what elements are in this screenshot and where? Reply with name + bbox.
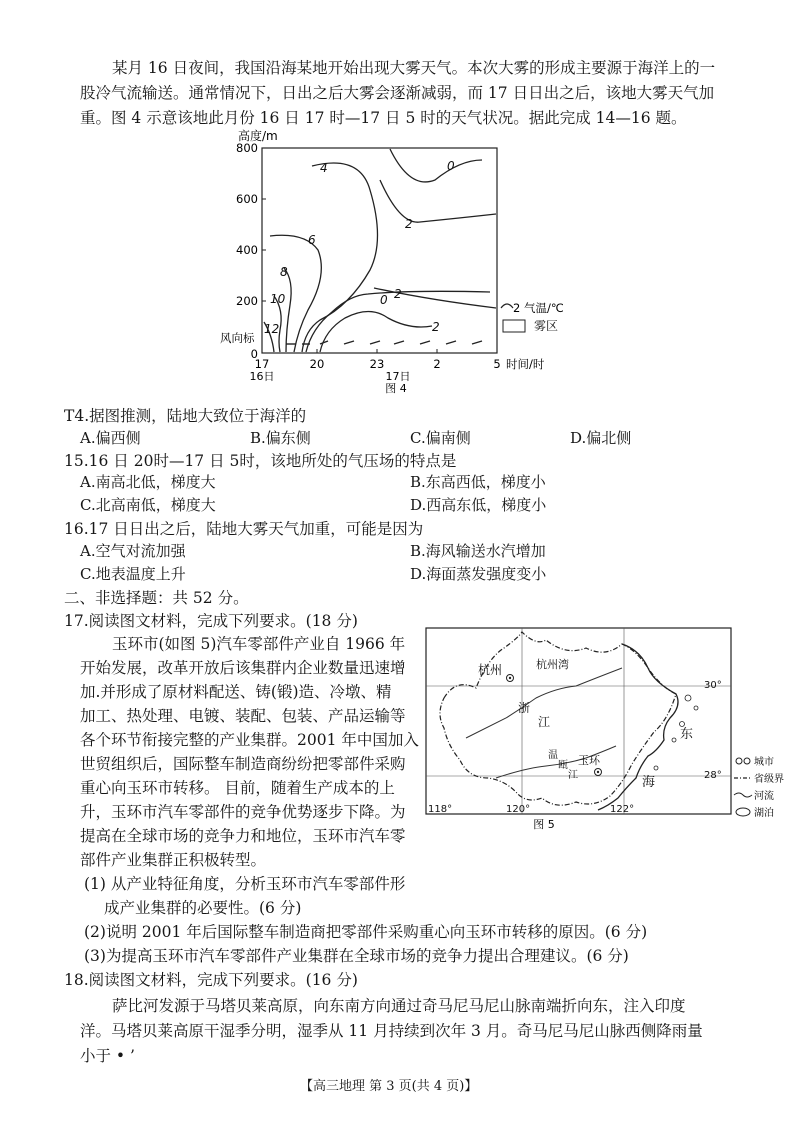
q17-sub3: (3)为提高玉环市汽车零部件产业集群在全球市场的竞争力提出合理建议。(6 分) bbox=[84, 947, 629, 965]
fig4-ytick-200: 200 bbox=[236, 294, 258, 308]
q17-sub2: (2)说明 2001 年后国际整车制造商把零部件采购重心向玉环市转移的原因。(6 分) bbox=[84, 923, 648, 941]
q14-stem: T4.据图推测，陆地大致位于海洋的 bbox=[64, 407, 307, 425]
contour-label-2-lower: 2 bbox=[432, 320, 440, 334]
contour-label-0-top: 0 bbox=[447, 159, 455, 173]
legend-province-boundary: 省级界 bbox=[754, 774, 784, 785]
q14-option-b[interactable]: B.偏东侧 bbox=[250, 429, 311, 447]
label-hai: 海 bbox=[642, 775, 656, 790]
q17-sub1-line2: 成产业集群的必要性。(6 分) bbox=[104, 899, 302, 917]
q16-option-b[interactable]: B.海风输送水汽增加 bbox=[410, 542, 546, 560]
fig4-ytick-800: 800 bbox=[236, 141, 258, 155]
contour-label-4: 4 bbox=[320, 161, 328, 175]
label-yuhuan: 玉环 bbox=[578, 754, 600, 767]
city-yuhuan-marker bbox=[595, 769, 602, 776]
contour-label-12: 12 bbox=[264, 322, 280, 336]
label-ou: 瓯 bbox=[558, 760, 568, 771]
q15-option-b[interactable]: B.东高西低，梯度小 bbox=[410, 473, 546, 491]
label-hangzhou-bay: 杭州湾 bbox=[536, 658, 569, 671]
map-frame bbox=[426, 628, 731, 814]
contour-label-2-inner: 2 bbox=[394, 287, 402, 301]
intro-line-3: 重。图 4 示意该地此月份 16 日 17 时—17 日 5 时的天气状况。据此完成 14—16 题。 bbox=[80, 109, 687, 127]
q15-stem: 15.16 日 20时—17 日 5时，该地所处的气压场的特点是 bbox=[64, 452, 457, 470]
fig4-ytick-600: 600 bbox=[236, 192, 258, 206]
label-wen: 温 bbox=[548, 750, 558, 761]
q17-para-8: 升，玉环市汽车零部件的竞争优势逐步下降。为 bbox=[80, 803, 406, 821]
figure-5-map bbox=[426, 628, 736, 831]
q17-stem: 17.阅读图文材料，完成下列要求。(18 分) bbox=[64, 612, 358, 630]
lon-120: 120° bbox=[506, 804, 531, 815]
q15-option-d[interactable]: D.西高东低，梯度小 bbox=[410, 496, 547, 514]
fig4-xtick-20: 20 bbox=[309, 357, 325, 371]
q16-option-c[interactable]: C.地表温度上升 bbox=[80, 565, 186, 583]
fig4-xtick-2: 2 bbox=[433, 357, 441, 371]
intro-line-2: 股冷气流输送。通常情况下，日出之后大雾会逐渐减弱，而 17 日日出之后，该地大雾天气加 bbox=[80, 84, 715, 102]
fig5-legend bbox=[734, 754, 794, 824]
fig4-plot-frame bbox=[262, 148, 497, 353]
fig4-ytick-0: 0 bbox=[250, 347, 258, 361]
fig4-caption: 图 4 bbox=[385, 382, 407, 395]
q18-stem: 18.阅读图文材料，完成下列要求。(16 分) bbox=[64, 971, 358, 989]
fig4-wind-label: 风向标 bbox=[220, 331, 255, 345]
legend-lake: 湖泊 bbox=[754, 808, 774, 819]
wind-barbs bbox=[286, 341, 482, 344]
legend-city: 城市 bbox=[754, 757, 774, 768]
fig4-xtick-23: 23 bbox=[369, 357, 385, 371]
q18-para-1: 萨比河发源于马塔贝莱高原，向东南方向通过奇马尼马尼山脉南端折向东，注入印度 bbox=[112, 997, 686, 1015]
q17-para-2: 开始发展，改革开放后该集群内企业数量迅速增 bbox=[80, 659, 406, 677]
fig4-day17-label: 17日 bbox=[385, 370, 411, 383]
legend-river: 河流 bbox=[754, 791, 774, 802]
q16-option-a[interactable]: A.空气对流加强 bbox=[80, 542, 186, 560]
fig4-xtick-17: 17 bbox=[254, 357, 270, 371]
contour-label-0-inner: 0 bbox=[380, 293, 388, 307]
q17-para-7: 重心向玉环市转移。 目前，随着生产成本的上 bbox=[80, 779, 395, 797]
contour-2-top bbox=[380, 180, 496, 222]
contour-label-8: 8 bbox=[280, 265, 288, 279]
lon-118: 118° bbox=[428, 804, 453, 815]
contour-label-2-top: 2 bbox=[405, 217, 413, 231]
q14-option-c[interactable]: C.偏南侧 bbox=[410, 429, 471, 447]
q17-para-4: 加工、热处理、电镀、装配、包装、产品运输等 bbox=[80, 707, 406, 725]
q17-sub1-line1: (1) 从产业特征角度，分析玉环市汽车零部件形 bbox=[84, 875, 406, 893]
contour-4 bbox=[302, 163, 378, 352]
fig5-caption: 图 5 bbox=[533, 818, 555, 831]
contour-2-inner bbox=[320, 312, 432, 353]
q17-para-9: 提高在全球市场的竞争力和地位，玉环市汽车零 bbox=[80, 827, 406, 845]
lon-122: 122° bbox=[610, 804, 635, 815]
fig4-xtick-5: 5 bbox=[493, 357, 501, 371]
contour-label-6: 6 bbox=[308, 233, 316, 247]
legend-fog-swatch bbox=[503, 320, 525, 332]
q14-option-d[interactable]: D.偏北侧 bbox=[570, 429, 632, 447]
q17-para-3: 加.并形成了原材料配送、铸(锻)造、冷墩、精 bbox=[80, 683, 392, 701]
city-hangzhou-marker bbox=[507, 675, 514, 682]
intro-line-1: 某月 16 日夜间，我国沿海某地开始出现大雾天气。本次大雾的形成主要源于海洋上的一 bbox=[112, 59, 716, 77]
legend-fog-text: 雾区 bbox=[534, 319, 559, 333]
label-jiang-2: 江 bbox=[568, 770, 578, 781]
fig4-y-axis-title: 高度/m bbox=[238, 129, 278, 143]
contour-8 bbox=[284, 268, 291, 352]
q15-option-a[interactable]: A.南高北低，梯度大 bbox=[80, 473, 216, 491]
lat-30: 30° bbox=[704, 680, 722, 691]
q17-para-6: 世贸组织后，国际整车制造商纷纷把零部件采购 bbox=[80, 755, 406, 773]
page-footer: 【高三地理 第 3 页(共 4 页)】 bbox=[300, 1079, 478, 1094]
section-2-heading: 二、非选择题：共 52 分。 bbox=[64, 589, 249, 607]
q17-para-1: 玉环市(如图 5)汽车零部件产业自 1966 年 bbox=[112, 635, 406, 653]
label-jiang-1: 江 bbox=[538, 715, 551, 729]
label-dong: 东 bbox=[680, 727, 694, 742]
q18-para-3: 小于 • ’ bbox=[80, 1047, 135, 1065]
lat-28: 28° bbox=[704, 770, 722, 781]
q16-option-d[interactable]: D.海面蒸发强度变小 bbox=[410, 565, 547, 583]
label-zhe: 浙 bbox=[518, 701, 531, 715]
q18-para-2: 洋。马塔贝莱高原干湿季分明，湿季从 11 月持续到次年 3 月。奇马尼马尼山脉西侧降雨量 bbox=[80, 1022, 703, 1040]
q17-para-10: 部件产业集群正积极转型。 bbox=[80, 851, 267, 869]
fig4-x-axis-title: 时间/时 bbox=[506, 357, 545, 371]
q16-stem: 16.17 日日出之后，陆地大雾天气加重，可能是因为 bbox=[64, 520, 424, 538]
fig4-ytick-400: 400 bbox=[236, 243, 258, 257]
q14-option-a[interactable]: A.偏西侧 bbox=[80, 429, 141, 447]
q15-option-c[interactable]: C.北高南低，梯度大 bbox=[80, 496, 216, 514]
contour-0-top bbox=[390, 149, 482, 182]
fig4-day16-label: 16日 bbox=[249, 370, 275, 383]
q17-para-5: 各个环节衔接完整的产业集群。2001 年中国加入 bbox=[80, 731, 419, 749]
label-hangzhou: 杭州 bbox=[478, 663, 503, 677]
contour-label-10: 10 bbox=[270, 292, 286, 306]
legend-temp-label: 2 气温/℃ bbox=[513, 301, 564, 315]
